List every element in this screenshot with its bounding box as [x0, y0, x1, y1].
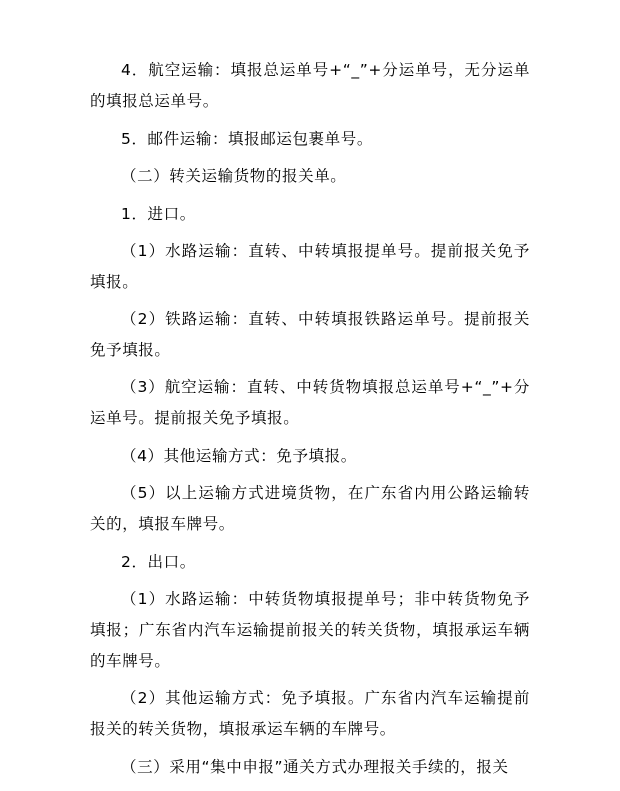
paragraph-import-other: （4）其他运输方式：免予填报。 [121, 447, 357, 465]
paragraph-air-transport: 4．航空运输：填报总运单号+“_”+分运单号，无分运单的填报总运单号。 [90, 61, 530, 110]
paragraph-export-other: （2）其他运输方式：免予填报。广东省内汽车运输提前报关的转关货物，填报承运车辆的车牌号。 [90, 689, 530, 738]
paragraph-export-waterway: （1）水路运输：中转货物填报提单号；非中转货物免予填报；广东省内汽车运输提前报关的转关货物，填报承运车辆的车牌号。 [90, 590, 530, 670]
paragraph-postal-transport: 5．邮件运输：填报邮运包裹单号。 [121, 130, 373, 148]
paragraph-import-air: （3）航空运输：直转、中转货物填报总运单号+“_”+分运单号。提前报关免予填报。 [90, 378, 530, 427]
paragraph-import-guangdong-road: （5）以上运输方式进境货物，在广东省内用公路运输转关的，填报车牌号。 [90, 484, 530, 533]
subheading-import: 1．进口。 [121, 205, 196, 223]
section-heading-centralized-declaration: （三）采用“集中申报”通关方式办理报关手续的，报关 [121, 758, 509, 776]
paragraph-import-waterway: （1）水路运输：直转、中转填报提单号。提前报关免予填报。 [90, 242, 530, 291]
section-heading-transit-goods: （二）转关运输货物的报关单。 [121, 167, 347, 185]
subheading-export: 2．出口。 [121, 553, 196, 571]
paragraph-import-railway: （2）铁路运输：直转、中转填报铁路运单号。提前报关免予填报。 [90, 310, 530, 359]
